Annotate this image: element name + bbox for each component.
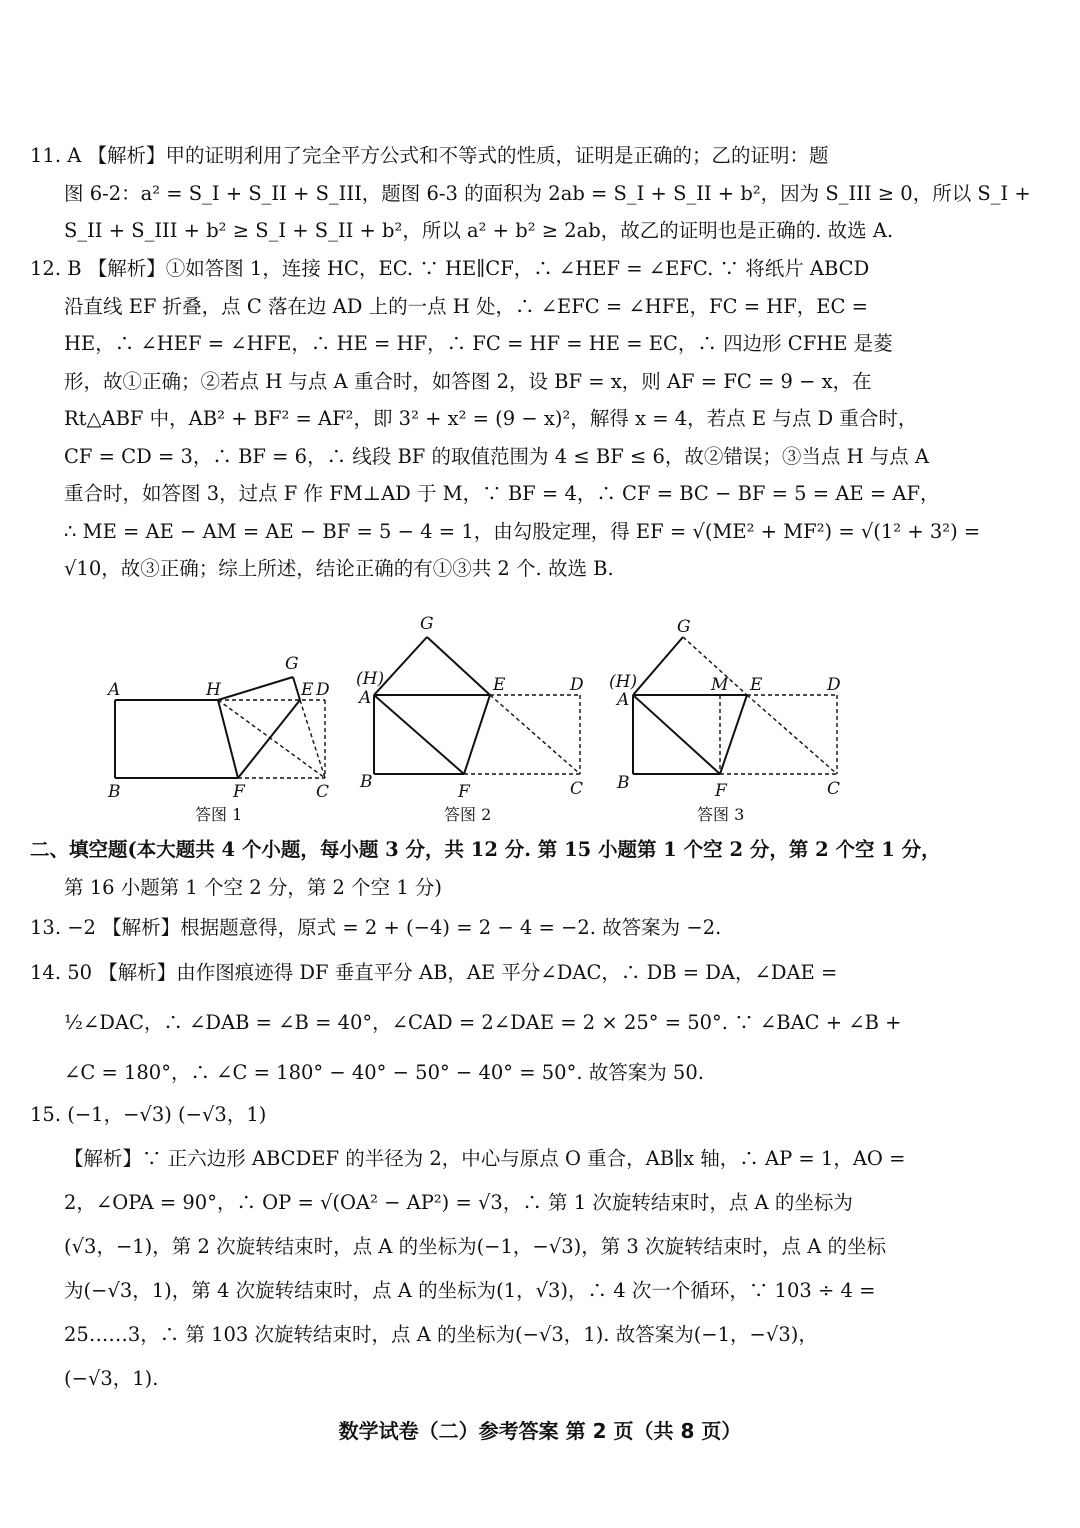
fig3-label-E: E — [750, 675, 763, 695]
figure-1 — [100, 612, 340, 832]
fig3-label-C: C — [827, 779, 841, 799]
q12-line: √10，故③正确；综上所述，结论正确的有①③共 2 个. 故选 B. — [64, 557, 614, 580]
figure-3 — [605, 612, 855, 832]
q12-line: ∴ ME = AE − AM = AE − BF = 5 − 4 = 1，由勾股定理，得 EF = √(ME² + MF²) = √(1² + 3²) = — [64, 519, 981, 543]
fig2-label-C: C — [570, 779, 584, 799]
section-2-line: 第 16 小题第 1 个空 2 分，第 2 个空 1 分) — [64, 875, 443, 899]
fig2-label-E: E — [493, 675, 506, 695]
fig3-label-B: B — [617, 773, 630, 793]
q15-line: 2，∠OPA = 90°，∴ OP = √(OA² − AP²) = √3，∴ 第 1 次旋转结束时，点 A 的坐标为 — [64, 1191, 853, 1214]
fig1-label-E: E — [301, 680, 314, 700]
fig1-label-B: B — [108, 782, 121, 802]
fig3-label-G: G — [677, 617, 691, 637]
question-11 — [30, 137, 1050, 250]
fig1-caption: 答图 1 — [195, 805, 243, 824]
q14-line: ∠C = 180°，∴ ∠C = 180° − 40° − 50° − 40° = 50°. 故答案为 50. — [64, 1061, 704, 1084]
question-12 — [30, 250, 1050, 588]
fig3-label-A: A — [617, 690, 630, 710]
q14-line: ½∠DAC，∴ ∠DAB = ∠B = 40°，∠CAD = 2∠DAE = 2 × 25° = 50°. ∵ ∠BAC + ∠B + — [64, 1011, 902, 1034]
question-15 — [30, 1093, 1050, 1401]
question-13 — [30, 909, 1050, 947]
section-2-heading — [30, 831, 1050, 906]
q12-line: 12. B 【解析】①如答图 1，连接 HC，EC. ∵ HE∥CF，∴ ∠HEF = ∠EFC. ∵ 将纸片 ABCD — [30, 257, 870, 280]
q12-line: 沿直线 EF 折叠，点 C 落在边 AD 上的一点 H 处，∴ ∠EFC = ∠HFE，FC = HF，EC = — [64, 294, 868, 318]
fig2-label-H: (H) — [356, 669, 385, 689]
page-footer: 数学试卷（二）参考答案 第 2 页（共 8 页） — [338, 1419, 742, 1443]
fig2-label-F: F — [458, 782, 470, 802]
fig1-label-C: C — [316, 782, 330, 802]
q15-line: 15. (−1，−√3) (−√3，1) — [30, 1103, 267, 1126]
fig1-label-G: G — [285, 654, 299, 674]
q12-line: 形，故①正确；②若点 H 与点 A 重合时，如答图 2，设 BF = x，则 AF = FC = 9 − x，在 — [64, 369, 872, 393]
answer-figures — [100, 612, 860, 832]
q11-line: S_II + S_III + b² ≥ S_I + S_II + b²，所以 a² + b² ≥ 2ab，故乙的证明也是正确的. 故选 A. — [64, 219, 894, 242]
fig3-label-H: (H) — [609, 672, 638, 692]
q12-line: 重合时，如答图 3，过点 F 作 FM⊥AD 于 M，∵ BF = 4，∴ CF = BC − BF = 5 = AE = AF， — [64, 482, 940, 505]
fig1-label-A: A — [108, 680, 121, 700]
q12-line: CF = CD = 3，∴ BF = 6，∴ 线段 BF 的取值范围为 4 ≤ BF ≤ 6，故②错误；③当点 H 与点 A — [64, 444, 930, 468]
q15-line: 25……3，∴ 第 103 次旋转结束时，点 A 的坐标为(−√3，1). 故答案为(−1，−√3)， — [64, 1323, 818, 1346]
fig3-caption: 答图 3 — [697, 805, 745, 824]
fig2-label-G: G — [420, 614, 434, 634]
q13-line: 13. −2 【解析】根据题意得，原式 = 2 + (−4) = 2 − 4 = −2. 故答案为 −2. — [30, 916, 722, 939]
fig1-label-D: D — [316, 680, 330, 700]
q15-line: 【解析】∵ 正六边形 ABCDEF 的半径为 2，中心与原点 O 重合，AB∥x 轴，∴ AP = 1，AO = — [64, 1147, 906, 1170]
q15-line: (−√3，1). — [64, 1367, 159, 1390]
fig1-label-F: F — [233, 782, 245, 802]
q11-line: 11. A 【解析】甲的证明利用了完全平方公式和不等式的性质，证明是正确的；乙的证明：题 — [30, 144, 829, 167]
fig2-label-A: A — [359, 688, 372, 708]
fig2-caption: 答图 2 — [444, 805, 492, 824]
q14-line: 14. 50 【解析】由作图痕迹得 DF 垂直平分 AB，AE 平分∠DAC，∴ DB = DA，∠DAE = — [30, 961, 838, 984]
fig2-label-B: B — [360, 772, 373, 792]
fig1-label-H: H — [206, 680, 221, 700]
q11-line: 图 6-2：a² = S_I + S_II + S_III，题图 6-3 的面积为 2ab = S_I + S_II + b²，因为 S_III ≥ 0，所以 S_I + — [64, 181, 1031, 205]
question-14 — [30, 948, 1050, 1098]
q12-line: HE，∴ ∠HEF = ∠HFE，∴ HE = HF，∴ FC = HF = HE = EC，∴ 四边形 CFHE 是菱 — [64, 332, 893, 355]
fig3-label-M: M — [711, 675, 729, 695]
q15-line: 为(−√3，1)，第 4 次旋转结束时，点 A 的坐标为(1，√3)，∴ 4 次一个循环，∵ 103 ÷ 4 = — [64, 1279, 876, 1302]
fig3-label-F: F — [715, 781, 727, 801]
q12-line: Rt△ABF 中，AB² + BF² = AF²，即 3² + x² = (9 − x)²，解得 x = 4，若点 E 与点 D 重合时， — [64, 407, 918, 430]
section-2-line: 二、填空题(本大题共 4 个小题，每小题 3 分，共 12 分. 第 15 小题第 1 个空 2 分，第 2 个空 1 分， — [30, 838, 941, 861]
q15-line: (√3，−1)，第 2 次旋转结束时，点 A 的坐标为(−1，−√3)，第 3 次旋转结束时，点 A 的坐标 — [64, 1235, 886, 1258]
fig3-label-D: D — [827, 675, 841, 695]
fig2-label-D: D — [570, 675, 584, 695]
figure-2 — [352, 612, 602, 832]
